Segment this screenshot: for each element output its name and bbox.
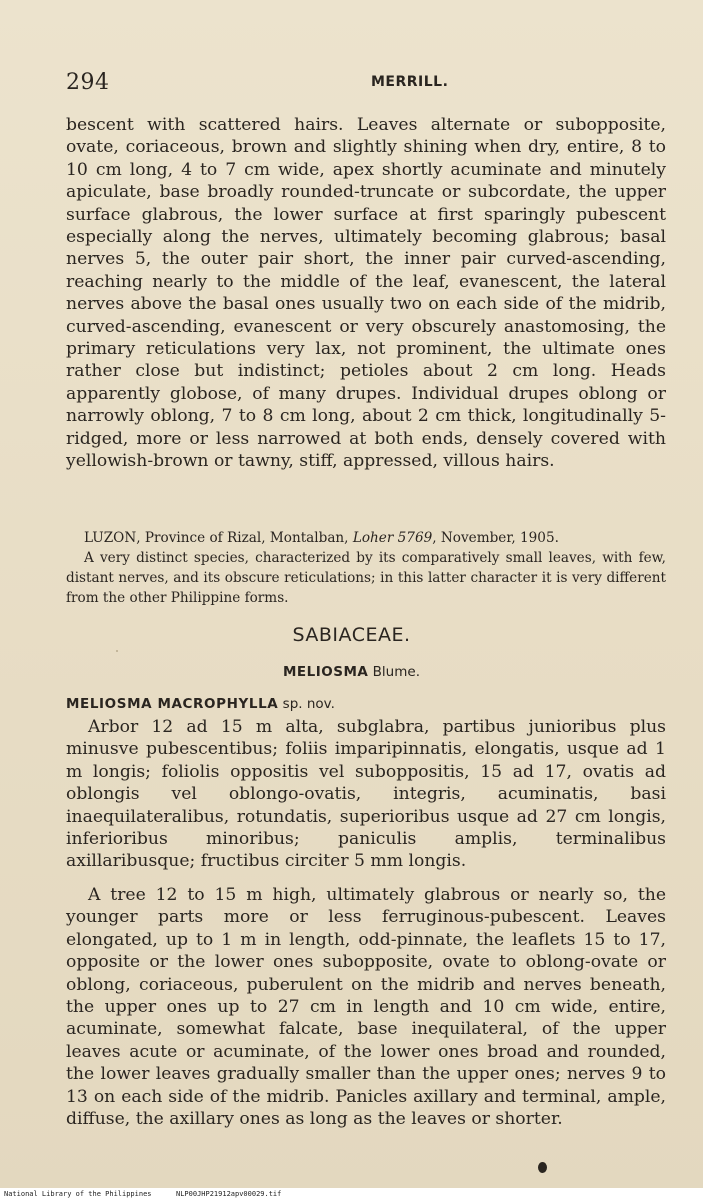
latin-description-paragraph [66,716,666,873]
english-description: A tree 12 to 15 m high, ultimately glabrous or nearly so, the younger parts more or less ferruginous-pubescent. Leaves elongated, up to 1 m in length, odd-pinnate, the leaflets 15 to 17, opposite or the lower ones subopposite, ovate to oblong-ovate or oblong, coriaceous, puberulent on the midrib and nerves beneath, the upper ones up to 27 cm in length and 10 cm wide, entire, acuminate, somewhat falcate, base inequilateral, of the upper leaves acute or acuminate, of the lower ones broad and rounded, the lower leaves gradually smaller than the upper ones; nerves 9 to 13 on each side of the midrib. Panicles axillary and terminal, ample, diffuse, the axillary ones as long as the leaves or shorter. [66,885,666,1130]
species-heading [66,696,335,712]
species-note: A very distinct species, characterized by its comparatively small leaves, with few, distant nerves, and its obscure reticulations; in this latter character it is very different from the other Philippine forms. [66,550,666,606]
genus-heading [0,664,703,680]
ink-blot [538,1162,547,1173]
specimen-details: , Province of Rizal, Montalban, [136,530,353,546]
running-head: MERRILL. [371,74,449,90]
species-name: MELIOSMA MACROPHYLLA [66,696,279,712]
genus-author: Blume. [372,664,420,680]
continuation-paragraph [66,114,666,473]
scan-footer [0,1188,703,1200]
footer-library: National Library of the Philippines [4,1190,152,1198]
paper-speck [116,650,118,652]
species-status: sp. nov. [282,696,335,712]
specimen-locality: LUZON [84,530,137,546]
genus-name: MELIOSMA [283,664,369,680]
latin-description: Arbor 12 ad 15 m alta, subglabra, partibus junioribus plus minusve pubescentibus; foliis imparipinnatis, elongatis, usque ad 1 m longis; foliolis oppositis vel suboppositis, 15 ad 17, ovatis ad oblongis vel oblongo-ovatis, integris, acuminatis, basi inaequilateralibus, rotundatis, superioribus usque ad 27 cm longis, inferioribus minoribus; paniculis amplis, terminalibus axillaribusque; fructibus circiter 5 mm longis. [66,717,666,872]
page-header [66,70,666,100]
footer-file-id: NLP00JHP21912apv00029.tif [176,1190,282,1198]
continuation-text: bescent with scattered hairs. Leaves alternate or subopposite, ovate, coriaceous, brown and slightly shining when dry, entire, 8 to 10 cm long, 4 to 7 cm wide, apex shortly acuminate and minutely apiculate, base broadly rounded-truncate or subcordate, the upper surface glabrous, the lower surface at first sparingly pubescent especially along the nerves, ultimately becoming glabrous; basal nerves 5, the outer pair short, the inner pair curved-ascending, reaching nearly to the middle of the leaf, evanescent, the lateral nerves above the basal ones usually two on each side of the midrib, curved-ascending, evanescent or very obscurely anastomosing, the primary reticulations very lax, not prominent, the ultimate ones rather close but indistinct; petioles about 2 cm long. Heads apparently globose, of many drupes. Individual drupes oblong or narrowly oblong, 7 to 8 cm long, about 2 cm thick, longitudinally 5-ridged, more or less narrowed at both ends, densely covered with yellowish-brown or tawny, stiff, appressed, villous hairs. [66,115,666,472]
specimen-date: , November, 1905. [432,530,559,546]
specimen-citation [66,528,666,548]
page-number: 294 [66,70,110,95]
english-description-paragraph [66,884,666,1130]
specimen-collector: Loher 5769 [352,530,433,546]
family-heading: SABIACEAE. [292,624,411,646]
